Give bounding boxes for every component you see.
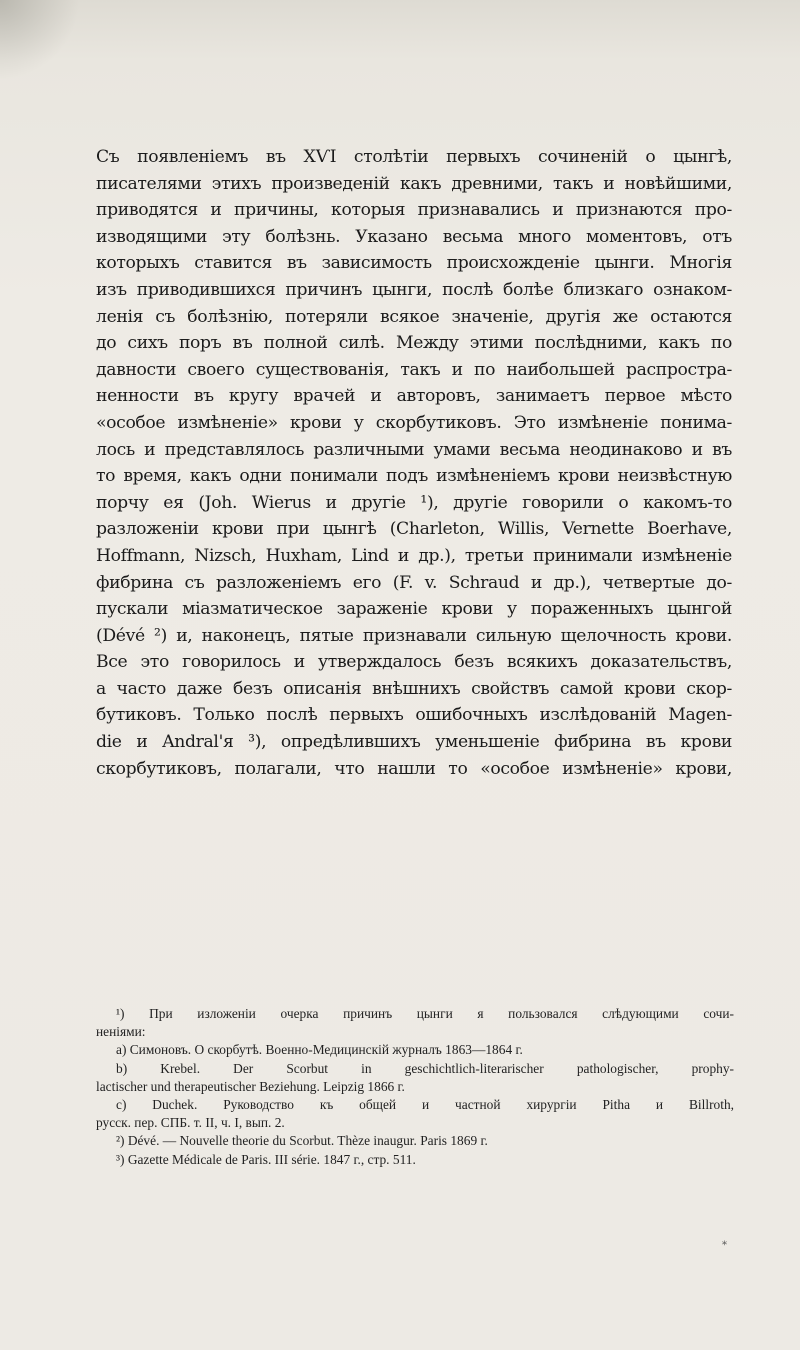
main-paragraph	[96, 144, 732, 782]
text-line: Съ появленіемъ въ XѴІ столѣтіи первыхъ сочиненій о цынгѣ,	[96, 147, 732, 167]
text-line: а часто даже безъ описанія внѣшнихъ свойствъ самой крови скор-	[96, 678, 732, 699]
text-line: фибрина съ разложеніемъ его (F. v. Schraud и др.), четвертые до-	[96, 572, 732, 593]
text-line: то время, какъ одни понимали подъ измѣненіемъ крови неизвѣстную	[96, 466, 732, 487]
footnote-line: b) Krebel. Der Scorbut in geschichtlich-literarischer pathologischer, prophy-	[116, 1060, 734, 1076]
text-line: приводятся и причины, которыя признавались и признаются про-	[96, 200, 732, 221]
footnote-line: lactischer und therapeutischer Beziehung. Leipzig 1866 г.	[96, 1078, 405, 1094]
footnote-line: c) Duchek. Руководство къ общей и частной хирургіи Pitha и Billroth,	[116, 1096, 734, 1112]
text-line: ненности въ кругу врачей и авторовъ, занимаетъ первое мѣсто	[96, 386, 732, 407]
text-line: которыхъ ставится въ зависимость происхожденіе цынги. Многія	[96, 253, 732, 274]
text-line: «особое измѣненіе» крови у скорбутиковъ. Это измѣненіе понима-	[96, 412, 732, 433]
footnote-line: a) Симоновъ. О скорбутѣ. Военно-Медицинскій журналъ 1863—1864 г.	[116, 1042, 523, 1058]
footnote-line: ²) Dévé. — Nouvelle theorie du Scorbut. Thèze inaugur. Paris 1869 г.	[116, 1133, 488, 1149]
ornament-mark: *	[722, 1240, 727, 1251]
text-line: скорбутиковъ, полагали, что нашли то «особое измѣненіе» крови,	[96, 758, 732, 779]
footnote-line: неніями:	[96, 1024, 146, 1040]
text-line: порчу ея (Joh. Wierus и другіе ¹), другіе говорили о какомъ-то	[96, 492, 732, 513]
text-line: (Dévé ²) и, наконецъ, пятые признавали сильную щелочность крови.	[96, 625, 732, 646]
footnote-line: ³) Gazette Médicale de Paris. III série. 1847 г., стр. 511.	[116, 1151, 416, 1167]
text-line: разложеніи крови при цынгѣ (Charleton, Willis, Vernette Boerhave,	[96, 519, 732, 540]
text-line: ленія съ болѣзнію, потеряли всякое значеніе, другія же остаются	[96, 306, 732, 327]
text-line: die и Andral'я ³), опредѣлившихъ уменьшеніе фибрина въ крови	[96, 732, 732, 753]
text-line: изводящими эту болѣзнь. Указано весьма много моментовъ, отъ	[96, 226, 732, 247]
text-line: бутиковъ. Только послѣ первыхъ ошибочныхъ изслѣдованій Magen-	[96, 705, 732, 726]
text-line: до сихъ поръ въ полной силѣ. Между этими послѣдними, какъ по	[96, 333, 732, 354]
text-line: лось и представлялось различными умами весьма неодинаково и въ	[96, 439, 732, 460]
text-line: изъ приводившихся причинъ цынги, послѣ болѣе близкаго ознаком-	[96, 279, 732, 300]
footnotes	[96, 1005, 734, 1169]
footnote-line: русск. пер. СПБ. т. II, ч. I, вып. 2.	[96, 1115, 285, 1131]
text-line: Hoffmann, Nizsch, Huxham, Lind и др.), третьи принимали измѣненіе	[96, 545, 732, 566]
text-line: Все это говорилось и утверждалось безъ всякихъ доказательствъ,	[96, 652, 732, 673]
text-line: писателями этихъ произведеній какъ древними, такъ и новѣйшими,	[96, 173, 732, 194]
text-line: пускали міазматическое зараженіе крови у пораженныхъ цынгой	[96, 599, 732, 620]
footnote-line: ¹) При изложеніи очерка причинъ цынги я пользовался слѣдующими сочи-	[116, 1006, 734, 1021]
text-line: давности своего существованія, такъ и по наибольшей распростра-	[96, 359, 732, 380]
